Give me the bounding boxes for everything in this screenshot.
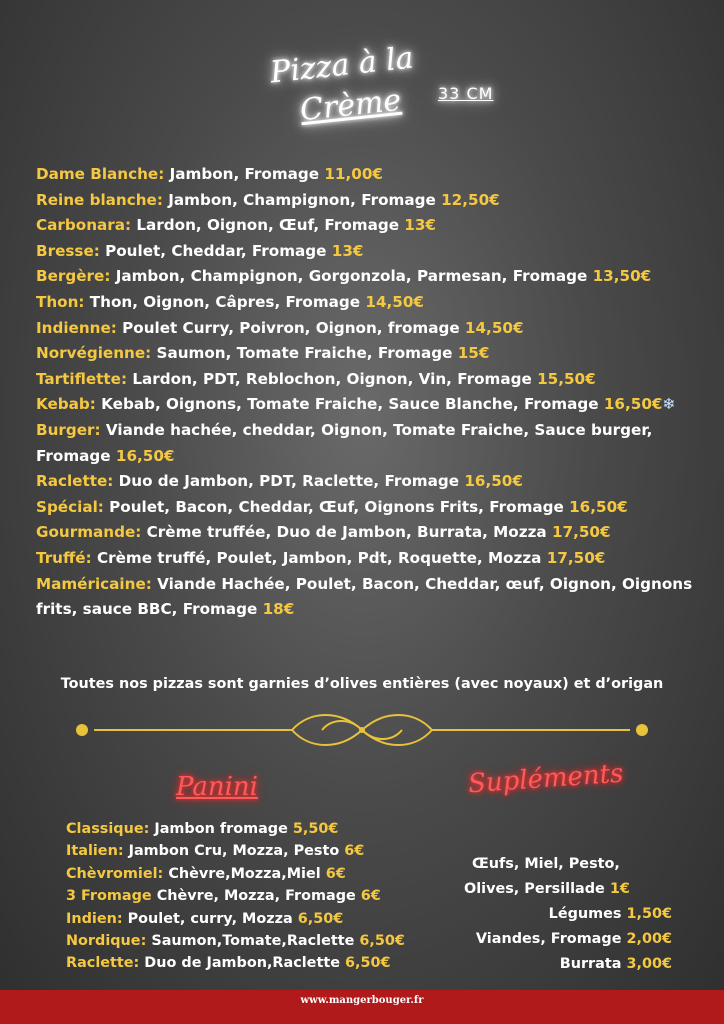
pizza-ingredients: Saumon, Tomate Fraiche, Fromage	[151, 344, 458, 363]
supplements-list	[440, 852, 672, 977]
panini-name: Classique:	[66, 821, 150, 837]
supplement-price: 1€	[609, 881, 630, 897]
pizza-name: Tartiflette:	[36, 369, 128, 388]
supplement-label: Œufs, Miel, Pesto,	[472, 856, 620, 872]
pizza-ingredients: Poulet, Cheddar, Fromage	[99, 241, 332, 260]
panini-name: Raclette:	[66, 955, 140, 972]
panini-name: Indien:	[66, 910, 123, 927]
pizza-list	[36, 162, 716, 623]
list-item	[440, 877, 672, 902]
panini-name: Chèvromiel:	[66, 865, 164, 882]
list-item	[36, 316, 716, 342]
list-item	[36, 290, 716, 316]
pizza-ingredients: Viande hachée, cheddar, Oignon, Tomate Fraiche, Sauce burger, Fromage	[36, 420, 653, 465]
supplement-label: Légumes	[548, 906, 627, 922]
panini-price: 6€	[344, 843, 365, 860]
pizza-price: 16,50€	[569, 497, 628, 516]
pizza-name: Spécial:	[36, 497, 104, 516]
list-item	[36, 469, 716, 495]
pizza-price: 13,50€	[592, 267, 652, 286]
pizza-name: Truffé:	[36, 548, 92, 567]
supplement-price: 1,50€	[626, 906, 672, 922]
pizza-name: Reine blanche:	[36, 190, 163, 209]
list-item	[36, 264, 716, 290]
pizza-price: 15,50€	[537, 369, 596, 388]
list-item	[66, 908, 405, 930]
pizza-name: Maméricaine:	[36, 574, 152, 593]
menu-title-line1: Pizza à la	[268, 40, 416, 91]
pizza-name: Indienne:	[36, 318, 117, 337]
pizza-name: Thon:	[36, 292, 85, 311]
pizza-name: Carbonara:	[36, 216, 132, 235]
pizza-name: Bergère:	[36, 267, 111, 286]
panini-ingredients: Chèvre, Mozza, Fromage	[151, 888, 361, 905]
pizza-name: Kebab:	[36, 395, 96, 414]
panini-list	[66, 818, 405, 975]
pizza-price: 15€	[457, 344, 490, 363]
pizza-ingredients: Jambon, Fromage	[164, 165, 325, 183]
panini-ingredients: Jambon Cru, Mozza, Pesto	[123, 843, 345, 860]
pizza-price: 13€	[404, 216, 436, 235]
pizza-price: 17,50€	[546, 548, 606, 567]
list-item	[36, 520, 716, 546]
panini-ingredients: Duo de Jambon,Raclette	[139, 955, 345, 972]
pizza-ingredients: Poulet, Bacon, Cheddar, Œuf, Oignons Frits, Fromage	[103, 497, 570, 516]
pizza-price: 16,50€	[115, 446, 175, 465]
pizza-price: 13€	[331, 241, 364, 260]
list-item	[66, 952, 405, 974]
panini-name: Nordique:	[66, 933, 147, 950]
panini-ingredients: Jambon fromage	[149, 821, 293, 837]
list-item	[36, 162, 716, 188]
pizza-ingredients: Lardon, Oignon, Œuf, Fromage	[131, 216, 405, 235]
supplement-label: Burrata	[559, 956, 627, 972]
list-item	[440, 902, 672, 927]
pizza-price: 14,50€	[464, 318, 524, 337]
list-item	[36, 572, 716, 623]
list-item	[440, 952, 672, 977]
pizza-price: 12,50€	[441, 190, 500, 209]
list-item	[36, 418, 716, 469]
list-item	[66, 863, 405, 885]
pizza-ingredients: Lardon, PDT, Reblochon, Oignon, Vin, Fromage	[127, 369, 538, 388]
pizza-name: Dame Blanche:	[36, 165, 165, 183]
pizza-ingredients: Crème truffé, Poulet, Jambon, Pdt, Roquette, Mozza	[91, 548, 547, 567]
pizza-price: 11,00€	[324, 165, 383, 183]
supplement-label: Viandes, Fromage	[475, 931, 627, 947]
list-item	[66, 818, 405, 840]
panini-name: 3 Fromage	[66, 888, 152, 905]
supplement-label: Olives, Persillade	[464, 881, 610, 897]
pizza-name: Gourmande:	[36, 523, 142, 542]
panini-ingredients: Chèvre,Mozza,Miel	[163, 865, 326, 882]
list-item	[440, 927, 672, 952]
panini-title: Panini	[176, 772, 258, 802]
panini-price: 6,50€	[297, 910, 344, 927]
snowflake-icon: ❄	[662, 395, 676, 414]
list-item	[66, 885, 405, 907]
list-item	[36, 392, 716, 418]
pizza-name: Raclette:	[36, 472, 114, 491]
list-item	[36, 495, 716, 521]
pizza-ingredients: Jambon, Champignon, Gorgonzola, Parmesan, Fromage	[110, 267, 593, 286]
footer-bar	[0, 990, 724, 1024]
list-item	[440, 852, 672, 877]
pizza-ingredients: Kebab, Oignons, Tomate Fraiche, Sauce Blanche, Fromage	[95, 395, 604, 414]
list-item	[36, 546, 716, 572]
supplements-title: Supléments	[467, 758, 625, 800]
pizza-name: Burger:	[36, 420, 101, 439]
list-item	[36, 213, 716, 239]
pizza-price: 16,50€	[464, 472, 523, 491]
pizza-price: 14,50€	[365, 292, 424, 311]
pizza-ingredients: Crème truffée, Duo de Jambon, Burrata, Mozza	[141, 523, 552, 542]
list-item	[66, 930, 405, 952]
menu-title-line2: Crème	[298, 82, 403, 129]
pizza-ingredients: Viande Hachée, Poulet, Bacon, Cheddar, œuf, Oignon, Oignons frits, sauce BBC, Fromage	[36, 574, 693, 619]
pizza-ingredients: Duo de Jambon, PDT, Raclette, Fromage	[113, 472, 465, 491]
panini-price: 6€	[360, 888, 381, 905]
list-item	[36, 367, 716, 393]
list-item	[36, 341, 716, 367]
olives-note: Toutes nos pizzas sont garnies d’olives entières (avec noyaux) et d’origan	[60, 676, 664, 692]
panini-price: 6€	[325, 865, 346, 882]
supplement-price: 3,00€	[626, 956, 672, 972]
panini-price: 5,50€	[292, 821, 339, 837]
pizza-price: 18€	[262, 600, 295, 619]
ornament-divider	[70, 704, 654, 756]
pizza-name: Norvégienne:	[36, 344, 152, 363]
list-item	[36, 188, 716, 214]
pizza-name: Bresse:	[36, 241, 100, 260]
list-item	[66, 840, 405, 862]
list-item	[36, 239, 716, 265]
panini-price: 6,50€	[344, 955, 391, 972]
pizza-ingredients: Thon, Oignon, Câpres, Fromage	[84, 292, 366, 311]
panini-ingredients: Saumon,Tomate,Raclette	[146, 933, 360, 950]
pizza-size-label: 33 CM	[438, 84, 494, 103]
pizza-price: 17,50€	[551, 523, 611, 542]
panini-name: Italien:	[66, 843, 124, 860]
supplement-price: 2,00€	[626, 931, 672, 947]
website-link[interactable]: www.mangerbouger.fr	[300, 995, 424, 1006]
panini-price: 6,50€	[359, 933, 405, 950]
pizza-ingredients: Jambon, Champignon, Fromage	[162, 190, 442, 209]
pizza-price: 16,50€	[603, 395, 663, 414]
pizza-ingredients: Poulet Curry, Poivron, Oignon, fromage	[116, 318, 465, 337]
panini-ingredients: Poulet, curry, Mozza	[122, 910, 298, 927]
